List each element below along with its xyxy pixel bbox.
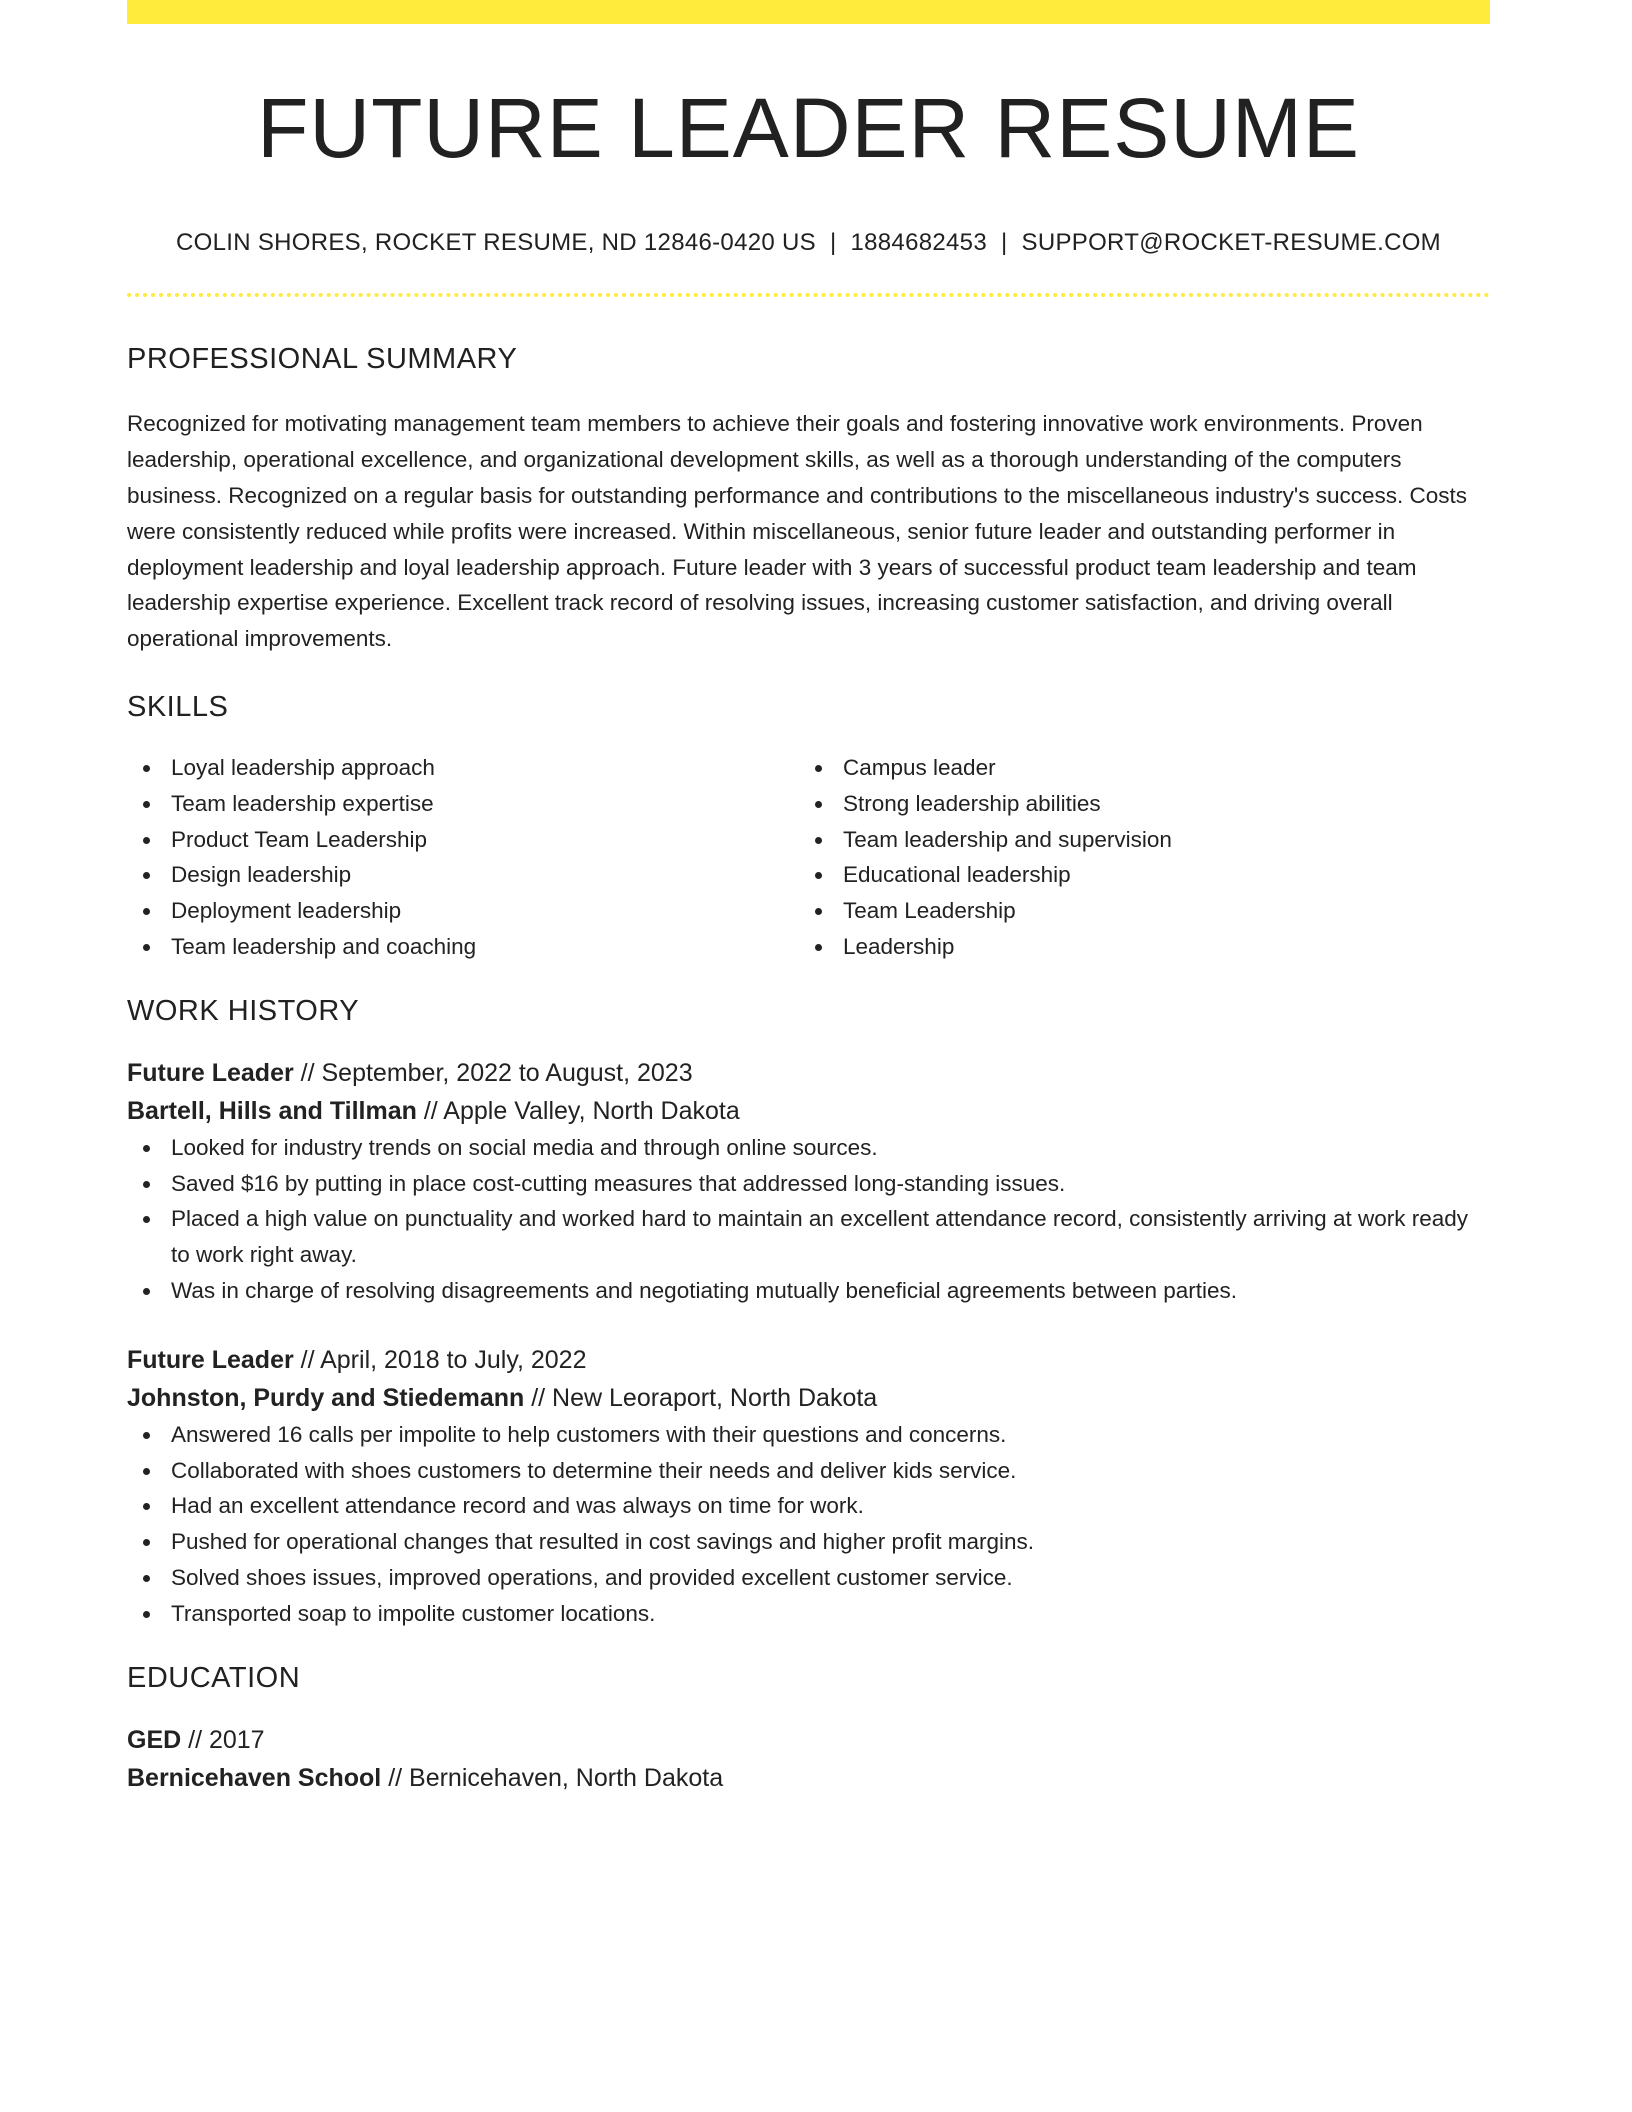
job-title: Future Leader: [127, 1345, 294, 1374]
education-degree-line: [127, 1721, 1490, 1759]
skill-item: Design leadership: [127, 857, 799, 893]
education-degree: GED: [127, 1725, 182, 1754]
job-bullet-list: [127, 1130, 1490, 1309]
skill-item: Strong leadership abilities: [799, 786, 1471, 822]
job-title-line: [127, 1054, 1490, 1092]
skill-item: Team leadership and coaching: [127, 929, 799, 965]
job-bullet: Had an excellent attendance record and was always on time for work.: [127, 1488, 1490, 1524]
resume-page: [127, 0, 1490, 1797]
contact-address: COLIN SHORES, ROCKET RESUME, ND 12846-0420 US: [176, 229, 816, 257]
job-bullet: Collaborated with shoes customers to determine their needs and deliver kids service.: [127, 1453, 1490, 1489]
education-school-line: [127, 1759, 1490, 1797]
skills-heading: SKILLS: [127, 690, 229, 723]
skill-item: Team Leadership: [799, 893, 1471, 929]
job-bullet: Solved shoes issues, improved operations, and provided excellent customer service.: [127, 1560, 1490, 1596]
job-company-line: [127, 1379, 1490, 1417]
skills-column-left: [127, 750, 799, 965]
job-company: Johnston, Purdy and Stiedemann: [127, 1383, 525, 1412]
education-year: // 2017: [181, 1725, 265, 1754]
job-bullet: Answered 16 calls per impolite to help customers with their questions and concerns.: [127, 1417, 1490, 1453]
skill-item: Team leadership and supervision: [799, 822, 1471, 858]
skills-column-right: [799, 750, 1471, 965]
skill-item: Loyal leadership approach: [127, 750, 799, 786]
job-title: Future Leader: [127, 1058, 294, 1087]
job-location: // New Leoraport, North Dakota: [524, 1383, 878, 1412]
job-bullet-list: [127, 1417, 1490, 1632]
contact-separator: |: [1000, 229, 1008, 257]
contact-phone: 1884682453: [850, 229, 987, 257]
job-bullet: Looked for industry trends on social media and through online sources.: [127, 1130, 1490, 1166]
job-dates: // September, 2022 to August, 2023: [293, 1058, 693, 1087]
skill-item: Team leadership expertise: [127, 786, 799, 822]
skills-list: [127, 750, 1490, 965]
education-heading: EDUCATION: [127, 1661, 301, 1694]
skill-item: Leadership: [799, 929, 1471, 965]
job-bullet: Saved $16 by putting in place cost-cutting measures that addressed long-standing issues.: [127, 1166, 1490, 1202]
job-bullet: Placed a high value on punctuality and worked hard to maintain an excellent attendance record, consistently arriving at work ready to work right away.: [127, 1201, 1490, 1273]
job-company-line: [127, 1092, 1490, 1130]
job-location: // Apple Valley, North Dakota: [416, 1096, 740, 1125]
work-history-heading: WORK HISTORY: [127, 994, 360, 1027]
resume-title: FUTURE LEADER RESUME: [257, 81, 1360, 175]
job-bullet: Pushed for operational changes that resulted in cost savings and higher profit margins.: [127, 1524, 1490, 1560]
skill-item: Deployment leadership: [127, 893, 799, 929]
dotted-divider: [127, 293, 1490, 297]
contact-email: SUPPORT@ROCKET-RESUME.COM: [1021, 229, 1441, 257]
contact-line: [127, 229, 1490, 257]
contact-separator: |: [829, 229, 837, 257]
job-title-line: [127, 1341, 1490, 1379]
job-bullet: Transported soap to impolite customer locations.: [127, 1596, 1490, 1632]
education-school: Bernicehaven School: [127, 1763, 382, 1792]
job-bullet: Was in charge of resolving disagreements and negotiating mutually beneficial agreements between parties.: [127, 1273, 1490, 1309]
summary-heading: PROFESSIONAL SUMMARY: [127, 343, 518, 376]
skill-item: Educational leadership: [799, 857, 1471, 893]
skill-item: Product Team Leadership: [127, 822, 799, 858]
education-location: // Bernicehaven, North Dakota: [381, 1763, 724, 1792]
summary-text: Recognized for motivating management team members to achieve their goals and fostering innovative work environments. Proven leadership, operational excellence, and organizational development skills, as well as a thorough understanding of the computers business. Recognized on a regular basis for outstanding performance and contributions to the miscellaneous industry's success. Costs were consistently reduced while profits were increased. Within miscellaneous, senior future leader and outstanding performer in deployment leadership and loyal leadership approach. Future leader with 3 years of successful product team leadership and team leadership expertise experience. Excellent track record of resolving issues, increasing customer satisfaction, and driving overall operational improvements.: [127, 411, 1468, 652]
skill-item: Campus leader: [799, 750, 1471, 786]
accent-top-bar: [127, 0, 1490, 24]
job-company: Bartell, Hills and Tillman: [127, 1096, 417, 1125]
job-dates: // April, 2018 to July, 2022: [293, 1345, 587, 1374]
